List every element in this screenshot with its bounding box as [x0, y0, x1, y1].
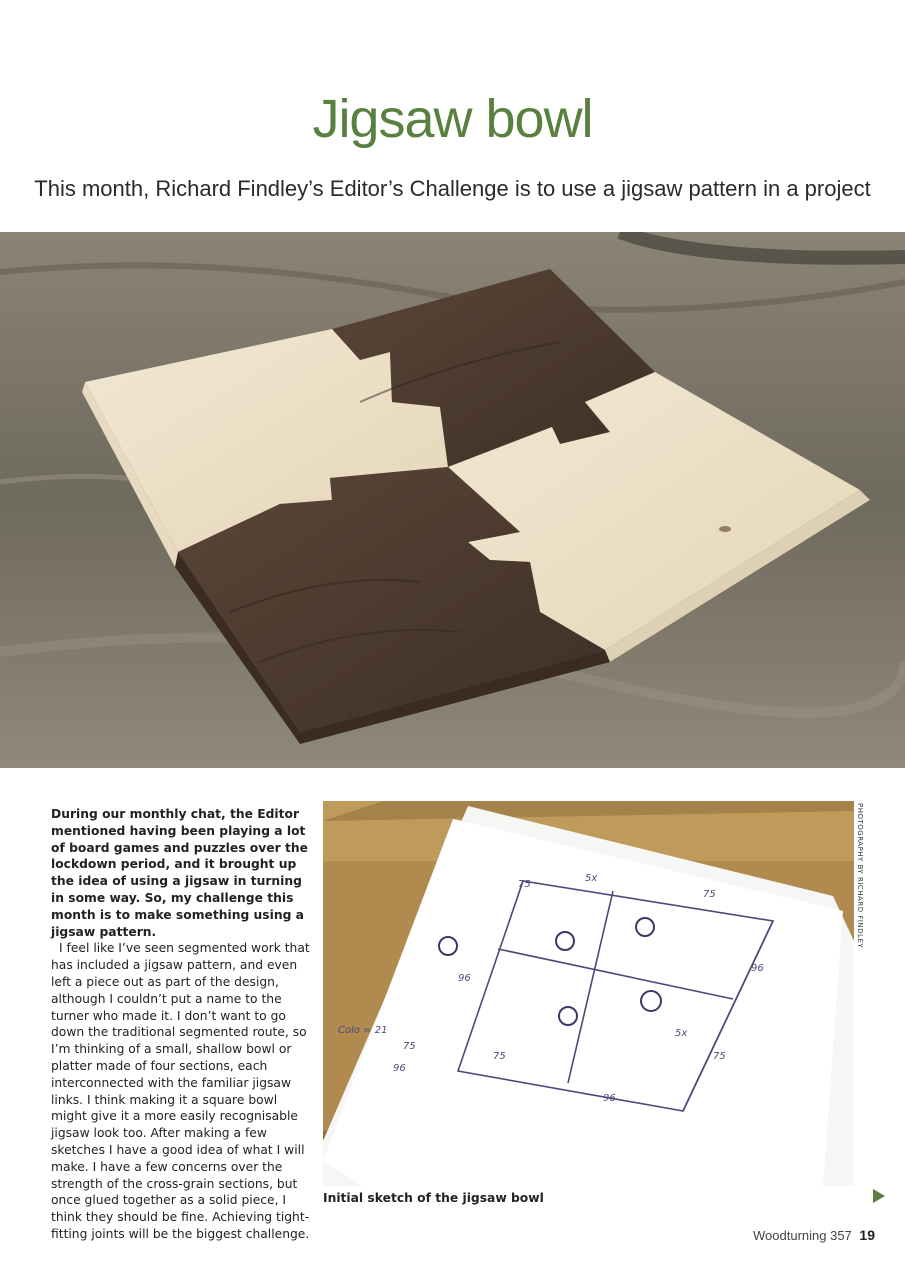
sketch-note-6: 75	[493, 1051, 506, 1062]
page-footer	[753, 1227, 875, 1243]
article-title: Jigsaw bowl	[312, 89, 593, 149]
sketch-note-11: 96	[393, 1063, 406, 1074]
magazine-issue: Woodturning 357	[753, 1228, 852, 1243]
sketch-note-5: 96	[603, 1093, 616, 1104]
sketch-note-8: 5x	[585, 873, 598, 884]
sketch-note-9: 5x	[675, 1028, 688, 1039]
image-caption: Initial sketch of the jigsaw bowl	[323, 1191, 544, 1205]
sketch-note-1: 75	[518, 879, 531, 890]
article-subtitle: This month, Richard Findley’s Editor’s Challenge is to use a jigsaw pattern in a project	[34, 176, 871, 201]
sketch-note-2: 75	[703, 889, 716, 900]
sketch-note-4: 75	[713, 1051, 726, 1062]
body-paragraph: I feel like I’ve seen segmented work that has included a jigsaw pattern, and even left a piece out as part of the design, although I couldn’t put a name to the turner who made it. I don’t want to go down the traditional segmented route, so I’m thinking of a small, shallow bowl or platter made of four sections, each interconnected with the familiar jigsaw links. I think making it a square bowl might give it a more easily recognisable jigsaw look too. After making a few sketches I have a good idea of what I will make. I have a few concerns over the strength of the cross-grain sections, but once glued together as a solid piece, I think they should be fine. Achieving tight-fitting joints will be the biggest challenge.	[51, 941, 310, 1241]
sketch-note-10: 75	[403, 1041, 416, 1052]
sketch-note-3: 96	[751, 963, 764, 974]
next-page-arrow-icon[interactable]	[873, 1189, 885, 1203]
photo-credit: PHOTOGRAPHY BY RICHARD FINDLEY	[856, 803, 864, 949]
article-body	[51, 806, 315, 1243]
sketch-note-12: Colo = 21	[338, 1025, 388, 1036]
hero-photo-jigsaw-bowl	[0, 232, 905, 768]
page-number: 19	[859, 1227, 875, 1243]
sketch-note-7: 96	[458, 973, 471, 984]
sketch-photo	[323, 801, 854, 1186]
lead-paragraph: During our monthly chat, the Editor mentioned having been playing a lot of board games and puzzles over the lockdown period, and it brought up the idea of using a jigsaw in turning in some way. So, my challenge this month is to make something using a jigsaw pattern.	[51, 807, 308, 939]
